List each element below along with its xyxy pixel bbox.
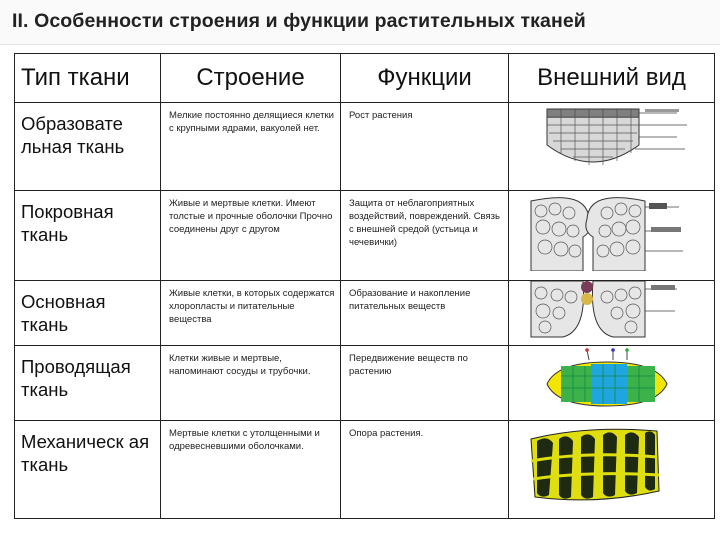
appearance-cell xyxy=(509,420,715,518)
structure-cell xyxy=(161,190,341,280)
function-text: Опора растения. xyxy=(349,427,424,439)
structure-cell xyxy=(161,103,341,191)
header-structure: Строение xyxy=(161,54,341,103)
tissue-name-cell xyxy=(15,190,161,280)
header-appearance: Внешний вид xyxy=(509,54,715,103)
epidermis-illustration xyxy=(527,191,697,271)
function-cell xyxy=(341,190,509,280)
tissue-name: Проводящая ткань xyxy=(21,355,131,400)
tissues-table xyxy=(14,53,715,519)
tissue-name-cell xyxy=(15,103,161,191)
vascular-illustration xyxy=(527,346,697,412)
tissue-name: Механическ ая ткань xyxy=(21,430,150,475)
meristem-illustration xyxy=(527,103,697,177)
parenchyma-illustration xyxy=(527,281,697,339)
structure-text: Клетки живые и мертвые, напоминают сосуды и трубочки. xyxy=(169,352,311,377)
appearance-cell xyxy=(509,190,715,280)
structure-text: Живые клетки, в которых содержатся хлоропласты и питательные вещества xyxy=(169,287,335,325)
structure-cell xyxy=(161,280,341,345)
structure-text: Живые и мертвые клетки. Имеют толстые и прочные оболочки Прочно соединены друг с другом xyxy=(169,197,333,235)
structure-cell xyxy=(161,345,341,420)
tissue-name: Покровная ткань xyxy=(21,200,114,245)
function-text: Защита от неблагоприятных воздействий, повреждений. Связь с внешней средой (устьица и чечевички) xyxy=(349,197,500,248)
structure-cell xyxy=(161,420,341,518)
table-header-row xyxy=(15,54,715,103)
function-cell xyxy=(341,103,509,191)
appearance-cell xyxy=(509,280,715,345)
table-row xyxy=(15,280,715,345)
function-text: Образование и накопление питательных веществ xyxy=(349,287,471,312)
table-row xyxy=(15,420,715,518)
structure-text: Мертвые клетки с утолщенными и одревесневшими оболочками. xyxy=(169,427,320,452)
header-tissue-type: Тип ткани xyxy=(15,54,161,103)
function-cell xyxy=(341,345,509,420)
function-cell xyxy=(341,280,509,345)
mechanical-illustration xyxy=(527,421,697,505)
table-row xyxy=(15,190,715,280)
header-functions: Функции xyxy=(341,54,509,103)
function-text: Рост растения xyxy=(349,110,413,122)
tissue-name-cell xyxy=(15,345,161,420)
tissue-name: Образовате льная ткань xyxy=(21,113,125,158)
structure-text: Мелкие постоянно делящиеся клетки с крупными ядрами, вакуолей нет. xyxy=(169,110,334,135)
tissue-name-cell xyxy=(15,420,161,518)
table-row xyxy=(15,345,715,420)
appearance-cell xyxy=(509,103,715,191)
function-cell xyxy=(341,420,509,518)
title-bar xyxy=(0,0,720,45)
appearance-cell xyxy=(509,345,715,420)
function-text: Передвижение веществ по растению xyxy=(349,352,468,377)
tissue-name-cell xyxy=(15,280,161,345)
tissue-name: Основная ткань xyxy=(21,290,106,335)
table-row xyxy=(15,103,715,191)
page-title: II. Особенности строения и функции растительных тканей xyxy=(12,10,586,32)
